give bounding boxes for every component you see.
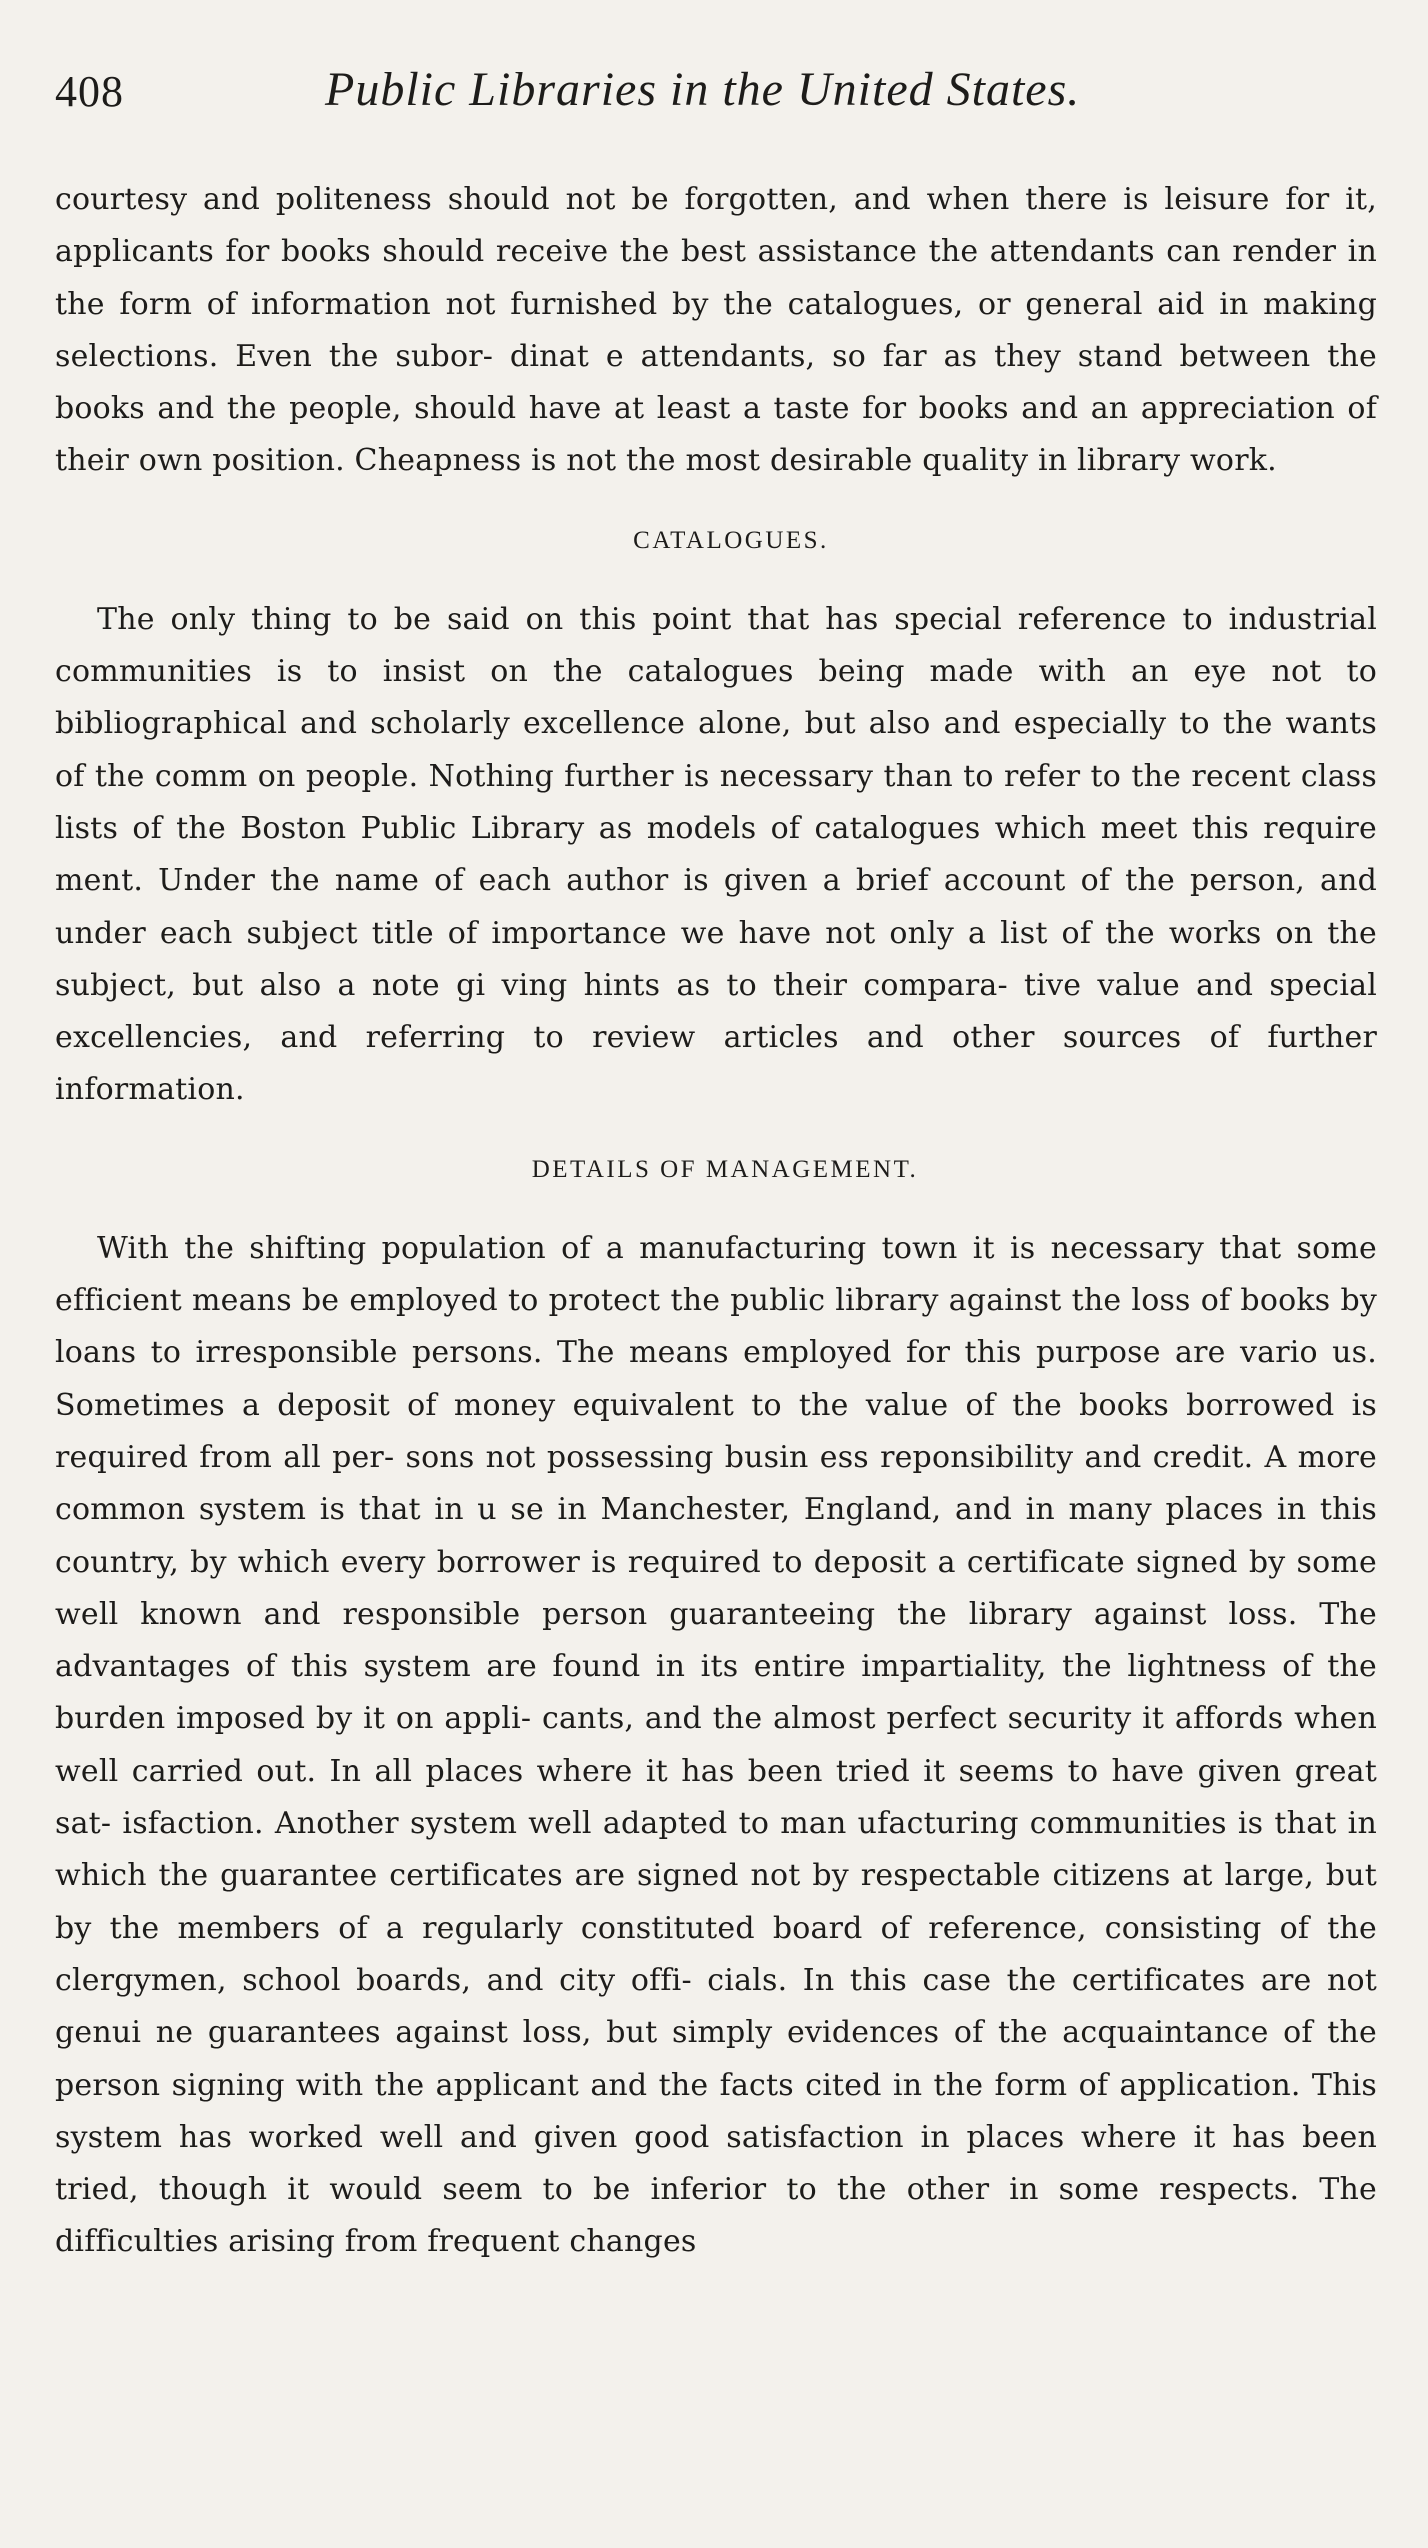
paragraph-catalogues: The only thing to be said on this point that has special reference to industrial communities is to insist on the catalogues being made with an eye not to bibliographical and scholarly excellence alone, but also and especially to the wants of the comm on people. Nothing further is necessary than to refer to the recent class lists of the Boston Public Library as models of catalogues which meet this require ment. Under the name of each author is given a brief account of the person, and under each subject title of importance we have not only a list of the works on the subject, but also a note gi ving hints as to their compara- tive value and special excellencies, and referring to review articles and other sources of further information.	[55, 601, 1377, 1108]
paragraph-continued: courtesy and politeness should not be forgotten, and when there is leisure for it, applicants for books should receive the best assistance the attendants can render in the form of information not furnished by the catalogues, or general aid in making selections. Even the subor- dinat e attendants, so far as they stand between the books and the people, should have at least a taste for books and an appreciation of their own position. Cheapness is not the most desirable quality in library work.	[55, 182, 1377, 479]
section-heading-catalogues: CATALOGUES.	[633, 526, 829, 554]
running-title: Public Libraries in the United States.	[325, 63, 1081, 116]
book-page	[55, 58, 1377, 2518]
section-heading-management: DETAILS OF MANAGEMENT.	[531, 1155, 919, 1183]
paragraph-management: With the shifting population of a manufacturing town it is necessary that some efficient means be employed to protect the public library against the loss of books by loans to irresponsible persons. The means employed for this purpose are vario us. Sometimes a deposit of money equivalent to the value of the books borrowed is required from all per- sons not possessing busin ess reponsibility and credit. A more common system is that in u se in Manchester, England, and in many places in this country, by which every borrower is required to deposit a certificate signed by some well known and responsible person guaranteeing the library against loss. The advantages of this system are found in its entire impartiality, the lightness of the burden imposed by it on appli- cants, and the almost perfect security it affords when well carried out. In all places where it has been tried it seems to have given great sat- isfaction. Another system well adapted to man ufacturing communities is that in which the guarantee certificates are signed not by respectable citizens at large, but by the members of a regularly constituted board of reference, consisting of the clergymen, school boards, and city offi- cials. In this case the certificates are not genui ne guarantees against loss, but simply evidences of the acquaintance of the person signing with the applicant and the facts cited in the form of application. This system has worked well and given good satisfaction in places where it has been tried, though it would seem to be inferior to the other in some respects. The difficulties arising from frequent changes	[55, 1230, 1377, 2260]
page-number: 408	[55, 67, 124, 116]
running-head	[55, 58, 1377, 138]
